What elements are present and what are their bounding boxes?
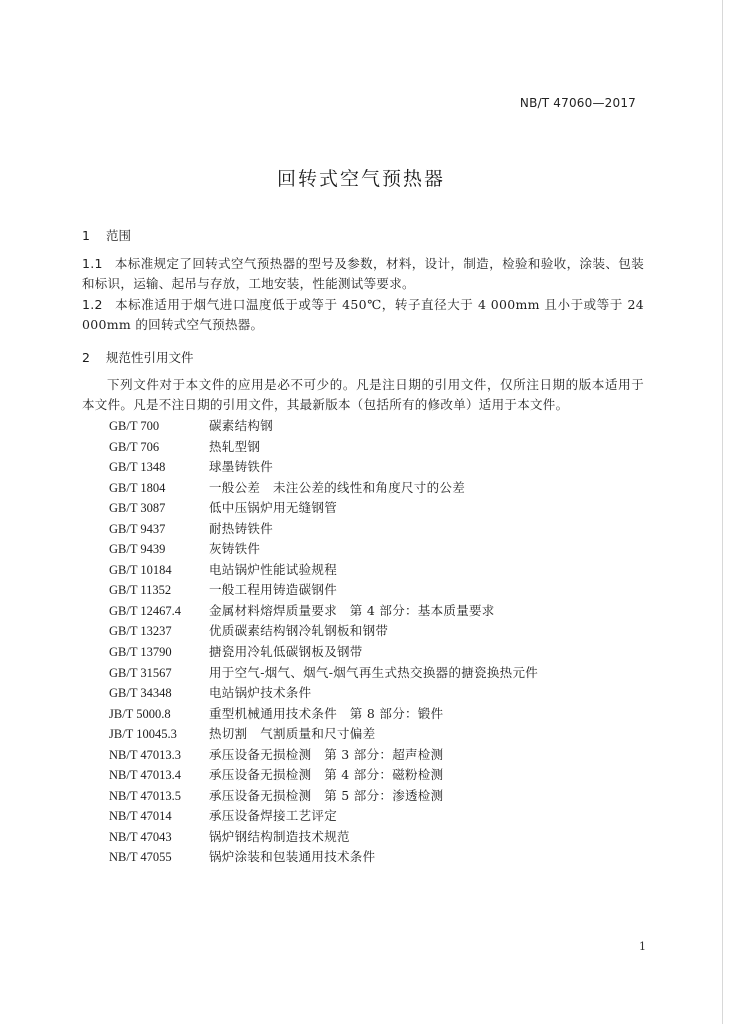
reference-code: GB/T 12467.4 (109, 603, 181, 618)
clause-text: 本标准规定了回转式空气预热器的型号及参数，材料，设计，制造，检验和验收，涂装、包装和标识，运输、起吊与存放，工地安装，性能测试等要求。 (82, 256, 644, 291)
reference-code: GB/T 11352 (109, 583, 172, 598)
reference-item (109, 806, 538, 827)
reference-item (109, 847, 538, 868)
reference-title: 一般公差 未注公差的线性和角度尺寸的公差 (209, 479, 466, 495)
reference-title: 重型机械通用技术条件 第 8 部分：锻件 (209, 705, 444, 721)
clause-number: 1.1 (82, 256, 103, 271)
reference-item (109, 498, 538, 519)
reference-title: 优质碳素结构钢冷轧钢板和钢带 (209, 623, 389, 639)
reference-title: 锅炉涂装和包装通用技术条件 (209, 849, 376, 865)
section-heading-scope (82, 226, 131, 244)
reference-item (109, 683, 538, 704)
reference-item (109, 663, 538, 684)
section-title: 规范性引用文件 (105, 350, 194, 365)
reference-code: NB/T 47013.4 (109, 768, 181, 783)
reference-item (109, 457, 538, 478)
reference-code: GB/T 706 (109, 439, 160, 454)
reference-item (109, 478, 538, 499)
reference-title: 一般工程用铸造碳钢件 (209, 582, 338, 598)
reference-title: 承压设备无损检测 第 3 部分：超声检测 (209, 746, 444, 762)
reference-item (109, 580, 538, 601)
reference-code: NB/T 47055 (109, 850, 172, 865)
clause-text: 本标准适用于烟气进口温度低于或等于 450℃，转子直径大于 4 000mm 且小于或等于 24 000mm 的回转式空气预热器。 (82, 297, 644, 332)
reference-item (109, 765, 538, 786)
references-intro: 下列文件对于本文件的应用是必不可少的。凡是注日期的引用文件，仅所注日期的版本适用于本文件。凡是不注日期的引用文件，其最新版本（包括所有的修改单）适用于本文件。 (82, 377, 644, 412)
reference-item (109, 621, 538, 642)
reference-item (109, 519, 538, 540)
reference-item (109, 827, 538, 848)
reference-title: 用于空气-烟气、烟气-烟气再生式热交换器的搪瓷换热元件 (209, 664, 539, 680)
reference-title: 热轧型钢 (209, 438, 261, 454)
reference-item (109, 745, 538, 766)
section-number: 2 (82, 350, 90, 365)
reference-title: 电站锅炉技术条件 (209, 685, 312, 701)
reference-code: JB/T 5000.8 (109, 706, 171, 721)
reference-item (109, 786, 538, 807)
reference-title: 承压设备无损检测 第 5 部分：渗透检测 (209, 787, 444, 803)
reference-title: 球墨铸铁件 (209, 459, 274, 475)
reference-code: GB/T 10184 (109, 562, 172, 577)
section-heading-normative-references (82, 348, 194, 366)
reference-title: 电站锅炉性能试验规程 (209, 561, 338, 577)
reference-code: GB/T 9437 (109, 521, 166, 536)
reference-code: GB/T 9439 (109, 542, 166, 557)
reference-code: GB/T 13790 (109, 645, 172, 660)
reference-item (109, 704, 538, 725)
reference-code: GB/T 31567 (109, 665, 172, 680)
reference-item (109, 437, 538, 458)
section-number: 1 (82, 228, 90, 243)
reference-title: 锅炉钢结构制造技术规范 (209, 828, 350, 844)
reference-title: 承压设备无损检测 第 4 部分：磁粉检测 (209, 767, 444, 783)
reference-code: JB/T 10045.3 (109, 727, 177, 742)
reference-code: NB/T 47013.3 (109, 747, 181, 762)
section-title: 范围 (105, 228, 131, 243)
clause-1-2 (82, 295, 644, 335)
clause-number: 1.2 (82, 297, 103, 312)
reference-title: 低中压锅炉用无缝钢管 (209, 500, 338, 516)
standard-code: NB/T 47060—2017 (519, 96, 636, 110)
reference-item (109, 724, 538, 745)
reference-code: GB/T 3087 (109, 501, 166, 516)
reference-code: NB/T 47014 (109, 809, 172, 824)
reference-item (109, 601, 538, 622)
reference-title: 灰铸铁件 (209, 541, 261, 557)
reference-code: GB/T 1348 (109, 460, 166, 475)
reference-code: GB/T 34348 (109, 686, 172, 701)
page-number: 1 (639, 940, 646, 953)
reference-item (109, 560, 538, 581)
reference-item (109, 642, 538, 663)
reference-title: 搪瓷用冷轧低碳钢板及钢带 (209, 644, 363, 660)
reference-title: 承压设备焊接工艺评定 (209, 808, 338, 824)
reference-title: 碳素结构钢 (209, 418, 274, 433)
reference-code: GB/T 700 (109, 419, 160, 433)
reference-code: NB/T 47043 (109, 829, 172, 844)
document-title: 回转式空气预热器 (276, 168, 445, 190)
reference-code: GB/T 13237 (109, 624, 172, 639)
reference-title: 金属材料熔焊质量要求 第 4 部分：基本质量要求 (209, 602, 495, 618)
clause-1-1 (82, 254, 644, 294)
reference-code: NB/T 47013.5 (109, 788, 181, 803)
reference-title: 热切割 气割质量和尺寸偏差 (209, 726, 376, 742)
reference-list (109, 416, 538, 868)
reference-item (109, 416, 538, 437)
reference-item (109, 539, 538, 560)
reference-title: 耐热铸铁件 (209, 520, 274, 536)
reference-code: GB/T 1804 (109, 480, 166, 495)
